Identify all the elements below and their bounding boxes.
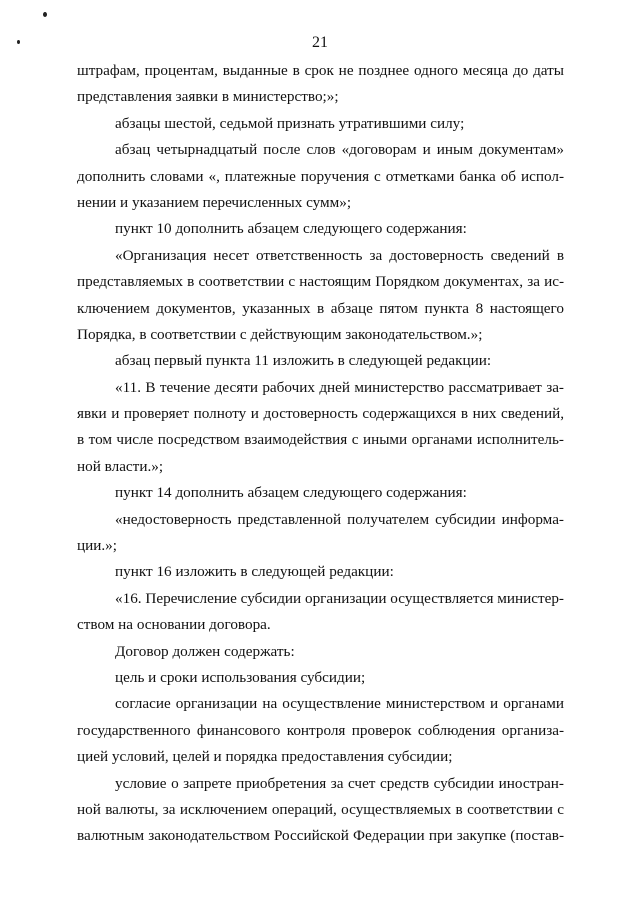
text-line: абзац первый пункта 11 изложить в следующей редакции: <box>115 352 492 370</box>
text-line: «недостоверность представленной получателем субсидии информа- <box>115 510 564 528</box>
text-line: абзац четырнадцатый после слов «договорам и иным документам» <box>115 141 564 159</box>
text-line: абзацы шестой, седьмой признать утратившими силу; <box>115 114 465 132</box>
text-line: штрафам, процентам, выданные в срок не позднее одного месяца до даты <box>77 62 564 79</box>
text-line: ции.»; <box>77 537 117 555</box>
text-line: условие о запрете приобретения за счет средств субсидии иностран- <box>115 774 564 792</box>
text-line: пункт 14 дополнить абзацем следующего содержания: <box>115 484 467 502</box>
text-line: «11. В течение десяти рабочих дней министерство рассматривает за- <box>115 378 564 396</box>
text-line: представляемых в соответствии с настоящим Порядком документах, за ис- <box>77 273 564 291</box>
text-line: государственного финансового контроля проверок соблюдения организа- <box>77 721 564 739</box>
text-line: цель и сроки использования субсидии; <box>115 668 366 686</box>
text-line: ством на основании договора. <box>77 616 271 634</box>
text-line: явки и проверяет полноту и достоверность содержащихся в них сведений, <box>77 405 564 423</box>
text-line: в том числе посредством взаимодействия с иными органами исполнитель- <box>77 431 564 449</box>
text-line: «Организация несет ответственность за достоверность сведений в <box>115 246 564 264</box>
text-line: Порядка, в соответствии с действующим законодательством.»; <box>77 325 483 343</box>
body-text <box>77 58 564 850</box>
page-number: 21 <box>312 34 328 51</box>
text-line: ключением документов, указанных в абзаце пятом пункта 8 настоящего <box>77 299 564 317</box>
text-line: согласие организации на осуществление министерством и органами <box>115 695 564 713</box>
text-line: цией условий, целей и порядка предоставления субсидии; <box>77 748 453 766</box>
text-line: представления заявки в министерство;»; <box>77 88 339 106</box>
text-line: «16. Перечисление субсидии организации осуществляется министер- <box>115 589 564 607</box>
text-line: пункт 16 изложить в следующей редакции: <box>115 563 394 581</box>
text-line: нении и указанием перечисленных сумм»; <box>77 193 352 211</box>
scan-speck <box>43 12 47 17</box>
text-line: ной власти.»; <box>77 457 164 475</box>
text-line: ной валюты, за исключением операций, осуществляемых в соответствии с <box>77 800 564 818</box>
text-line: дополнить словами «, платежные поручения с отметками банка об испол- <box>77 167 564 185</box>
text-line: пункт 10 дополнить абзацем следующего содержания: <box>115 220 467 238</box>
text-line: валютным законодательством Российской Федерации при закупке (постав- <box>77 827 564 845</box>
text-line: Договор должен содержать: <box>115 642 295 660</box>
